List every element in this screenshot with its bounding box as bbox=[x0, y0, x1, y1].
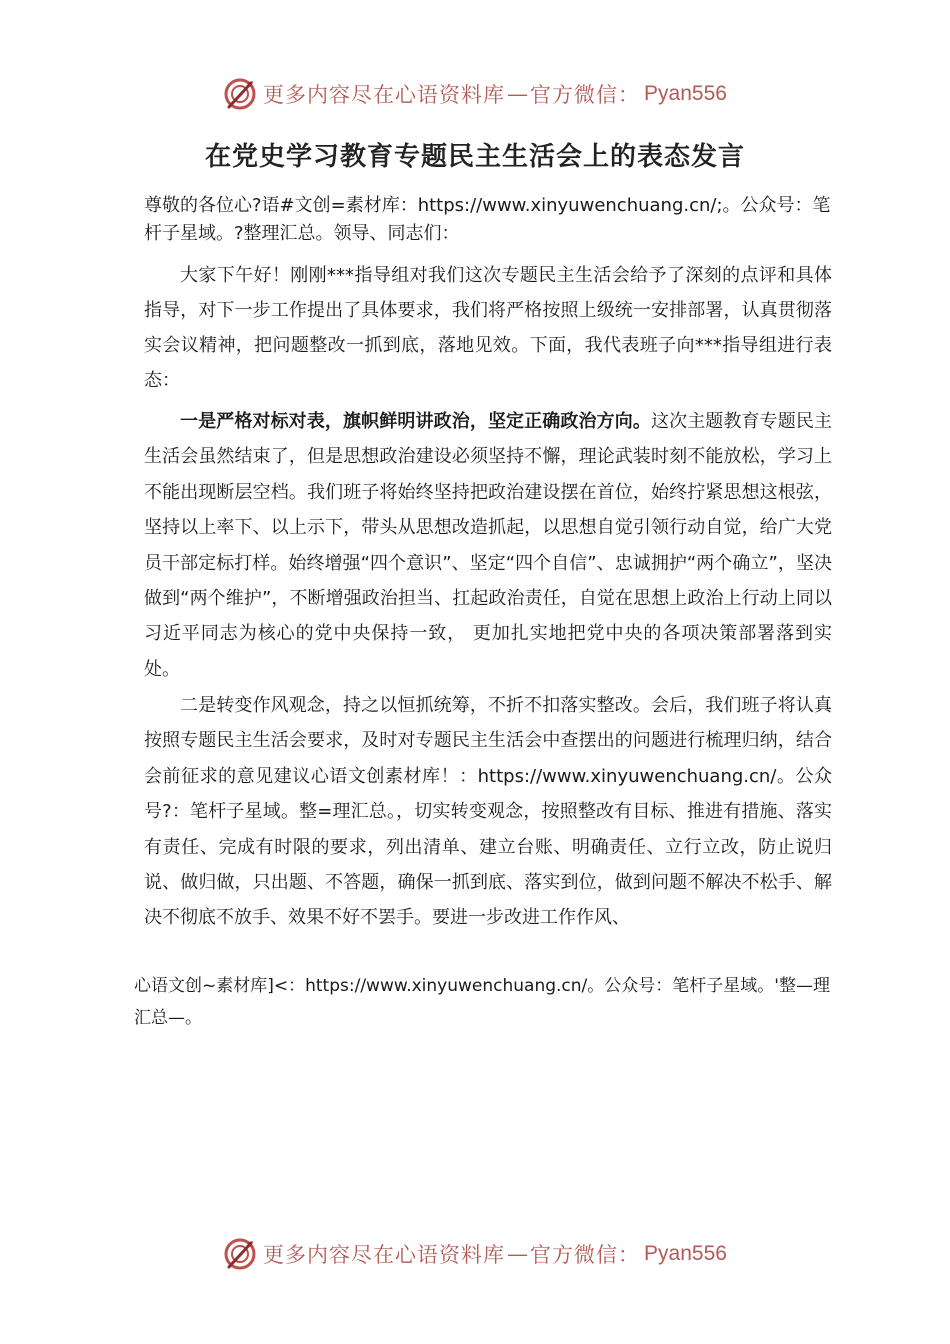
brush-logo-icon bbox=[223, 77, 257, 111]
banner-label: 官方微信： bbox=[530, 1243, 641, 1267]
banner-separator: — bbox=[507, 1242, 529, 1266]
banner-text: 更多内容尽在心语资料库 bbox=[263, 83, 506, 107]
banner-label: 官方微信： bbox=[530, 83, 641, 107]
document-title: 在党史学习教育专题民主生活会上的表态发言 bbox=[204, 142, 745, 172]
point-one-heading: 一是严格对标对表，旗帜鲜明讲政治，坚定正确政治方向。 bbox=[180, 411, 651, 432]
point-one-body: 这次主题教育专题民主生活会虽然结束了，但是思想政治建设必须坚持不懈，理论武装时刻不能放松，学习上不能出现断层空档。我们班子将始终坚持把政治建设摆在首位，始终拧紧思想这根弦，坚持以上率下、以上示下，带头从思想改造抓起，以思想自觉引领行动自觉，给广大党员干部定标打样。始终增强“四个意识”、坚定“四个自信”、忠诚拥护“两个确立”，坚决做到“两个维护”，不断增强政治担当、扛起政治责任，自觉在思想上政治上行动上同以习近平同志为核心的党中央保持一致， 更加扎实地把党中央的各项决策部署落到实处。 bbox=[144, 411, 832, 680]
banner-separator: — bbox=[507, 82, 529, 106]
footer-banner bbox=[0, 1234, 950, 1274]
header-banner bbox=[0, 74, 950, 114]
opening-paragraph: 大家下午好！刚刚***指导组对我们这次专题民主生活会给予了深刻的点评和具体指导，对下一步工作提出了具体要求，我们将严格按照上级统一安排部署，认真贯彻落实会议精神，把问题整改一抓到底，落地见效。下面，我代表班子向***指导组进行表态： bbox=[144, 265, 832, 391]
banner-wechat-id: Pyan556 bbox=[644, 82, 727, 105]
banner-wechat-id: Pyan556 bbox=[644, 1242, 727, 1265]
banner-text: 更多内容尽在心语资料库 bbox=[263, 1243, 506, 1267]
point-one-paragraph bbox=[144, 404, 832, 687]
point-two-paragraph: 二是转变作风观念，持之以恒抓统筹，不折不扣落实整改。会后，我们班子将认真按照专题民主生活会要求，及时对专题民主生活会中查摆出的问题进行梳理归纳，结合会前征求的意见建议心语文创素材库！：https://www.xinyuwenchuang.cn/。公众号?：笔杆子星域。整=理汇总。，切实转变观念，按照整改有目标、推进有措施、落实有责任、完成有时限的要求，列出清单、建立台账、明确责任、立行立改，防止说归说、做归做，只出题、不答题，确保一抓到底、落实到位，做到问题不解决不松手、解决不彻底不放手、效果不好不罢手。要进一步改进工作作风、 bbox=[144, 695, 832, 929]
brush-logo-icon bbox=[223, 1237, 257, 1271]
greeting-paragraph: 尊敬的各位心?语#文创=素材库：https://www.xinyuwenchuang.cn/;。公众号：笔杆子星域。?整理汇总。领导、同志们： bbox=[144, 195, 831, 244]
watermark-tail-text: 心语文创~素材库]<：https://www.xinyuwenchuang.cn/。公众号：笔杆子星域。'整—理汇总—。 bbox=[134, 976, 830, 1028]
